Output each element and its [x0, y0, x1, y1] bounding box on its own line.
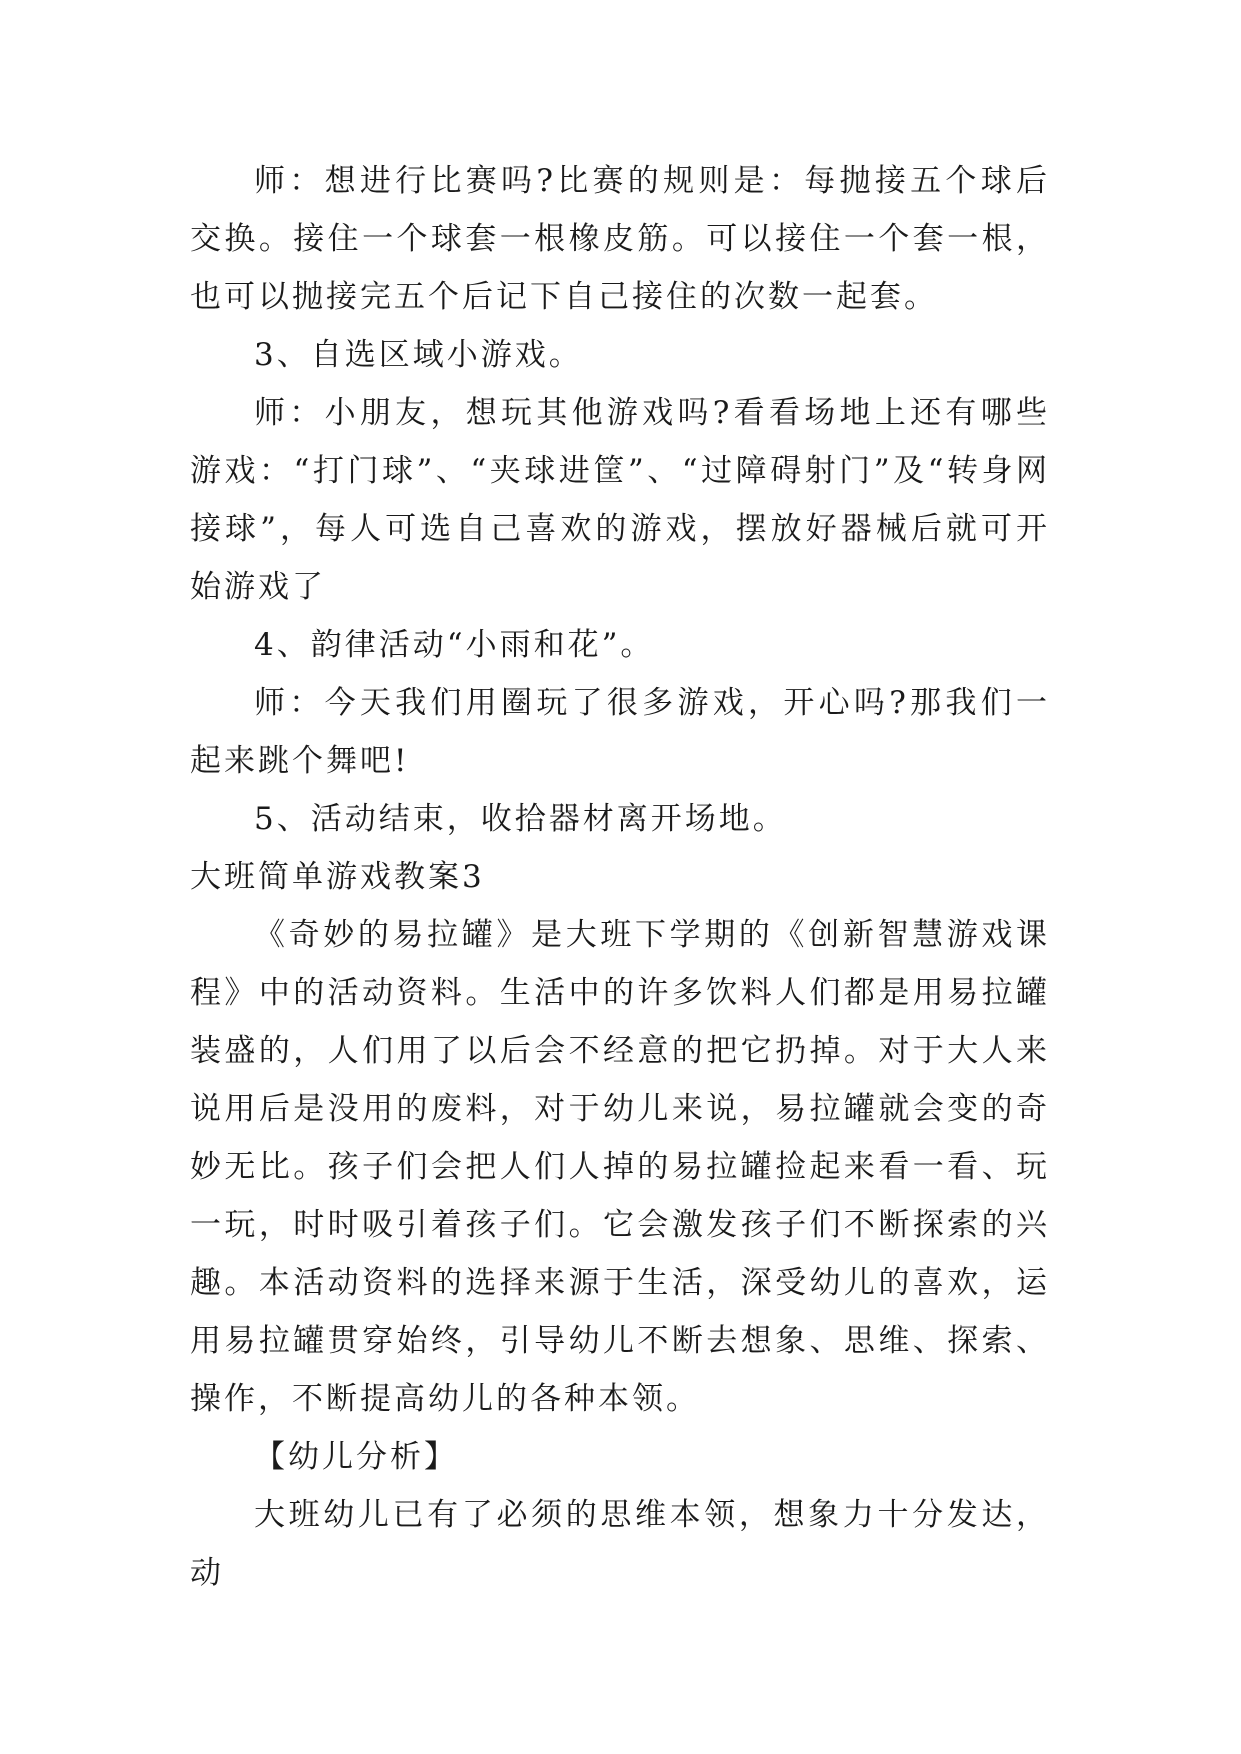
paragraph-rules: 师：想进行比赛吗?比赛的规则是：每抛接五个球后交换。接住一个球套一根橡皮筋。可以接住一个套一根，也可以抛接完五个后记下自己接住的次数一起套。	[190, 163, 1050, 315]
paragraph-other-games: 师：小朋友，想玩其他游戏吗?看看场地上还有哪些游戏：“打门球”、“夹球进筐”、“过障碍射门”及“转身网接球”，每人可选自己喜欢的游戏，摆放好器械后就可开始游戏了	[190, 395, 1050, 605]
paragraph-analysis: 大班幼儿已有了必须的思维本领，想象力十分发达，动	[190, 1497, 1050, 1591]
paragraph-analysis-title: 【幼儿分析】	[254, 1439, 458, 1475]
section-heading: 大班简单游戏教案3	[190, 859, 485, 895]
paragraph-step-5: 5、活动结束，收拾器材离开场地。	[254, 801, 787, 837]
document-body	[190, 152, 1050, 1602]
paragraph-dance: 师：今天我们用圈玩了很多游戏，开心吗?那我们一起来跳个舞吧!	[190, 685, 1050, 779]
paragraph-intro: 《奇妙的易拉罐》是大班下学期的《创新智慧游戏课程》中的活动资料。生活中的许多饮料人们都是用易拉罐装盛的，人们用了以后会不经意的把它扔掉。对于大人来说用后是没用的废料，对于幼儿来说，易拉罐就会变的奇妙无比。孩子们会把人们人掉的易拉罐捡起来看一看、玩一玩，时时吸引着孩子们。它会激发孩子们不断探索的兴趣。本活动资料的选择来源于生活，深受幼儿的喜欢，运用易拉罐贯穿始终，引导幼儿不断去想象、思维、探索、操作，不断提高幼儿的各种本领。	[190, 917, 1050, 1417]
paragraph-step-3: 3、自选区域小游戏。	[254, 337, 583, 373]
paragraph-step-4: 4、韵律活动“小雨和花”。	[254, 627, 655, 663]
